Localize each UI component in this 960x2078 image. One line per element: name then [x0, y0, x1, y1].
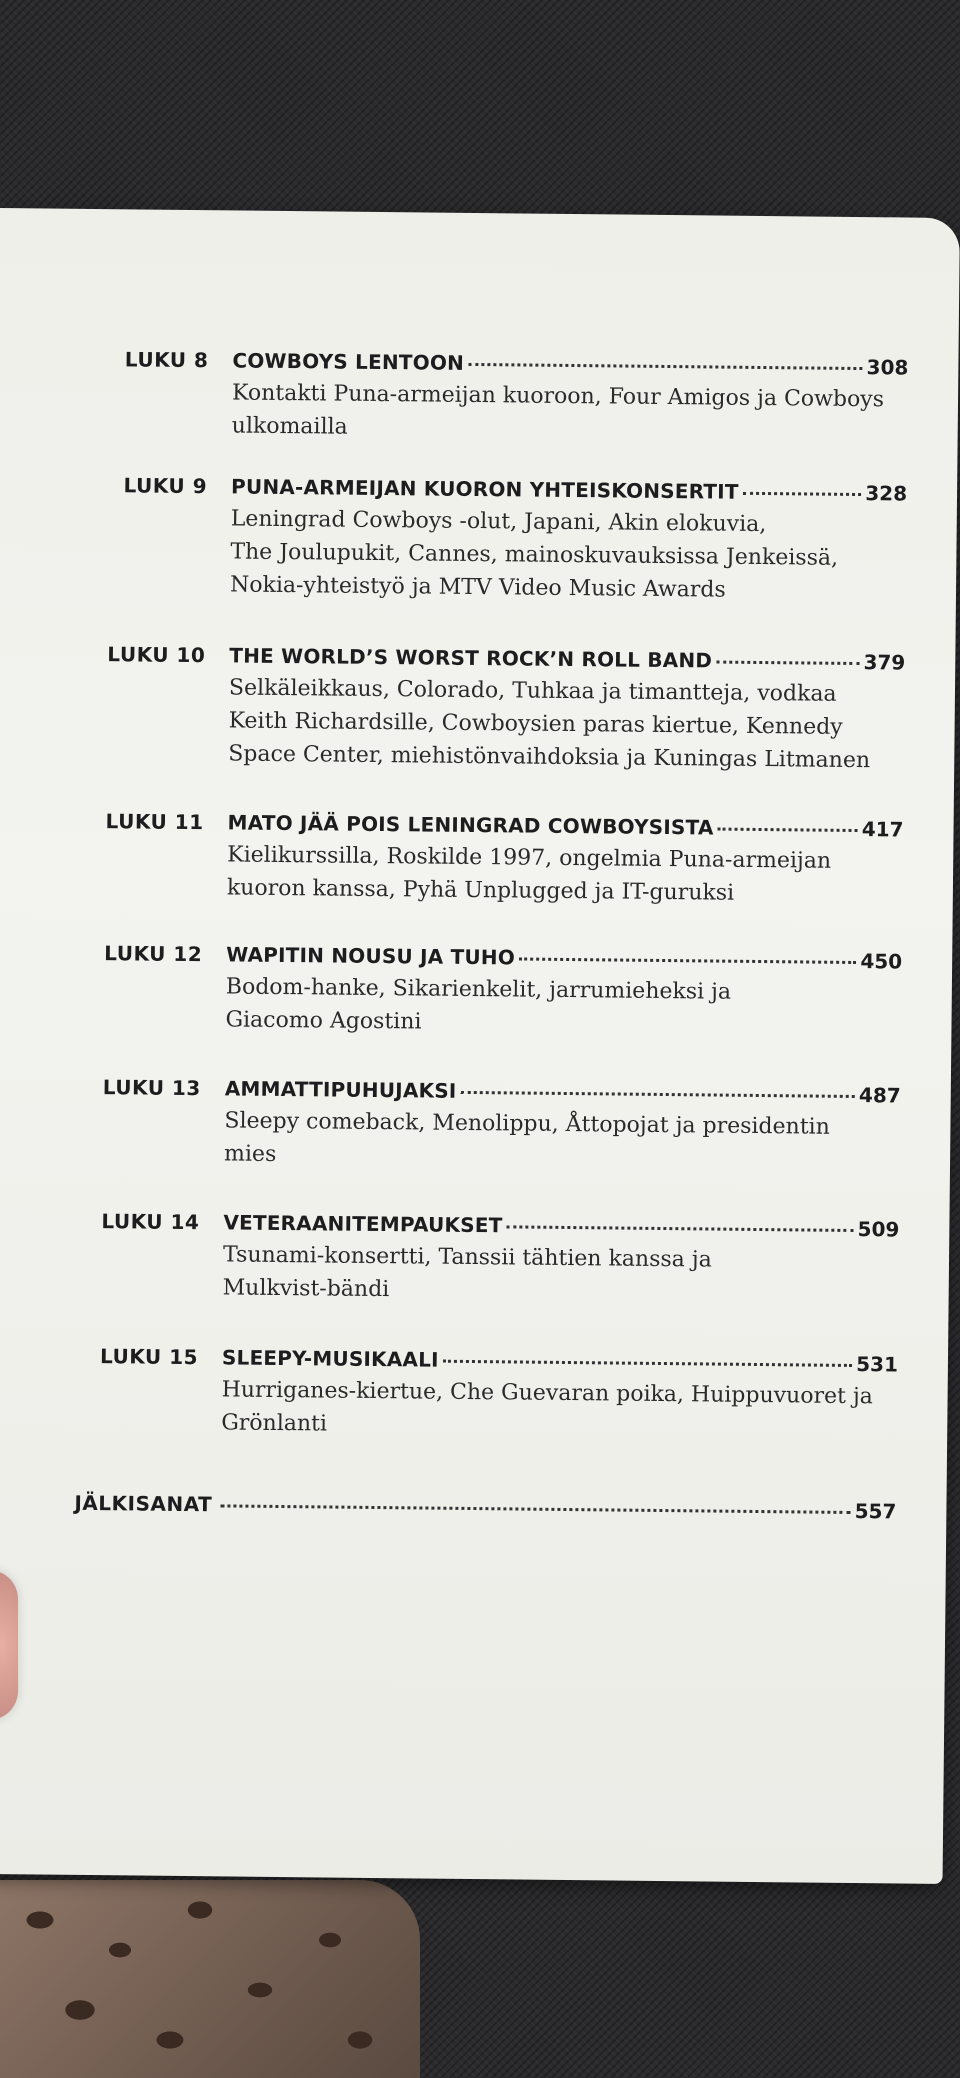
page-number: 328 — [865, 481, 908, 506]
chapter-title: SLEEPY-MUSIKAALI — [221, 1345, 439, 1372]
description-line: mies — [223, 1141, 277, 1167]
dot-leader — [468, 363, 863, 370]
chapter-title: COWBOYS LENTOON — [232, 348, 465, 375]
dot-leader — [220, 1504, 850, 1514]
dot-leader — [519, 957, 856, 964]
description-line: Grönlanti — [221, 1410, 328, 1437]
description-line: Sleepy comeback, Menolippu, Åttopojat ja presidentin — [224, 1108, 830, 1140]
toc-entry-luku-15 — [87, 1344, 898, 1446]
description-line: Bodom-hanke, Sikarienkelit, jarrumieheksi ja — [225, 974, 732, 1005]
chapter-description — [223, 1238, 884, 1311]
page-number: 487 — [858, 1083, 901, 1108]
description-line: Selkäleikkaus, Colorado, Tuhkaa ja timantteja, vodkaa — [228, 675, 837, 707]
chapter-description — [227, 838, 888, 911]
dot-leader — [718, 828, 858, 832]
page-number: 308 — [866, 355, 909, 380]
dot-leader — [716, 661, 859, 666]
chapter-description — [224, 1104, 885, 1177]
chapter-description — [221, 1373, 882, 1446]
chapter-description — [225, 970, 886, 1043]
page-number: 531 — [856, 1352, 899, 1377]
chapter-label: LUKU 14 — [101, 1209, 200, 1235]
chapter-label: LUKU 9 — [123, 473, 208, 499]
toc-entry-luku-9 — [96, 473, 907, 608]
chapter-label: LUKU 8 — [124, 347, 209, 373]
leopard-print-fabric — [0, 1880, 420, 2078]
description-line: kuoron kanssa, Pyhä Unplugged ja IT-guruksi — [226, 875, 735, 906]
chapter-label: LUKU 13 — [102, 1075, 201, 1101]
book-page — [0, 208, 960, 1884]
chapter-description — [228, 671, 889, 777]
description-line: Space Center, miehistönvaihdoksia ja Kuningas Litmanen — [228, 741, 871, 774]
chapter-title: VETERAANITEMPAUKSET — [223, 1210, 503, 1238]
chapter-description — [230, 502, 891, 608]
dot-leader — [743, 492, 862, 496]
thumb — [0, 1570, 18, 1720]
description-line: Nokia-yhteistyö ja MTV Video Music Awards — [229, 572, 726, 603]
chapter-label: LUKU 15 — [99, 1344, 199, 1370]
chapter-title: AMMATTIPUHUJAKSI — [224, 1076, 457, 1103]
toc-entry-luku-8 — [98, 347, 909, 449]
toc-entry-afterword — [74, 1491, 896, 1524]
description-line: Tsunami-konsertti, Tanssii tähtien kanssa ja — [222, 1242, 712, 1273]
toc-entry-luku-10 — [94, 642, 905, 777]
chapter-label: LUKU 12 — [104, 941, 203, 967]
page-number: 450 — [860, 949, 903, 974]
page-number: 557 — [854, 1499, 897, 1524]
table-of-contents — [0, 208, 960, 1884]
dot-leader — [506, 1225, 853, 1232]
toc-entry-luku-14 — [89, 1209, 900, 1311]
page-number: 417 — [861, 817, 904, 842]
chapter-label: LUKU 10 — [107, 642, 206, 668]
dot-leader — [460, 1091, 855, 1098]
description-line: Giacomo Agostini — [225, 1007, 422, 1035]
toc-entry-luku-13 — [90, 1075, 901, 1177]
toc-entry-luku-12 — [91, 941, 902, 1043]
description-line: Leningrad Cowboys -olut, Japani, Akin elokuvia, — [230, 506, 767, 538]
description-line: Keith Richardsille, Cowboysien paras kiertue, Kennedy — [228, 708, 843, 740]
page-number: 509 — [857, 1217, 900, 1242]
chapter-description — [232, 376, 893, 449]
description-line: Kontakti Puna-armeijan kuoroon, Four Amigos ja Cowboys — [231, 380, 885, 413]
chapter-title: THE WORLD’S WORST ROCK’N ROLL BAND — [229, 643, 713, 673]
afterword-title: JÄLKISANAT — [74, 1490, 213, 1517]
page-number: 379 — [863, 650, 906, 675]
description-line: Kielikurssilla, Roskilde 1997, ongelmia Puna-armeijan — [227, 842, 832, 874]
description-line: ulkomailla — [231, 413, 348, 440]
dot-leader — [443, 1360, 852, 1367]
chapter-label: LUKU 11 — [105, 809, 204, 835]
chapter-title: WAPITIN NOUSU JA TUHO — [226, 942, 516, 970]
description-line: Hurriganes-kiertue, Che Guevaran poika, Huippuvuoret ja — [221, 1377, 873, 1410]
description-line: The Joulupukit, Cannes, mainoskuvauksissa Jenkeissä, — [230, 539, 839, 571]
description-line: Mulkvist-bändi — [222, 1275, 390, 1303]
toc-entry-luku-11 — [93, 809, 904, 911]
chapter-title: PUNA-ARMEIJAN KUORON YHTEISKONSERTIT — [230, 474, 739, 504]
chapter-title: MATO JÄÄ POIS LENINGRAD COWBOYSISTA — [227, 810, 714, 840]
